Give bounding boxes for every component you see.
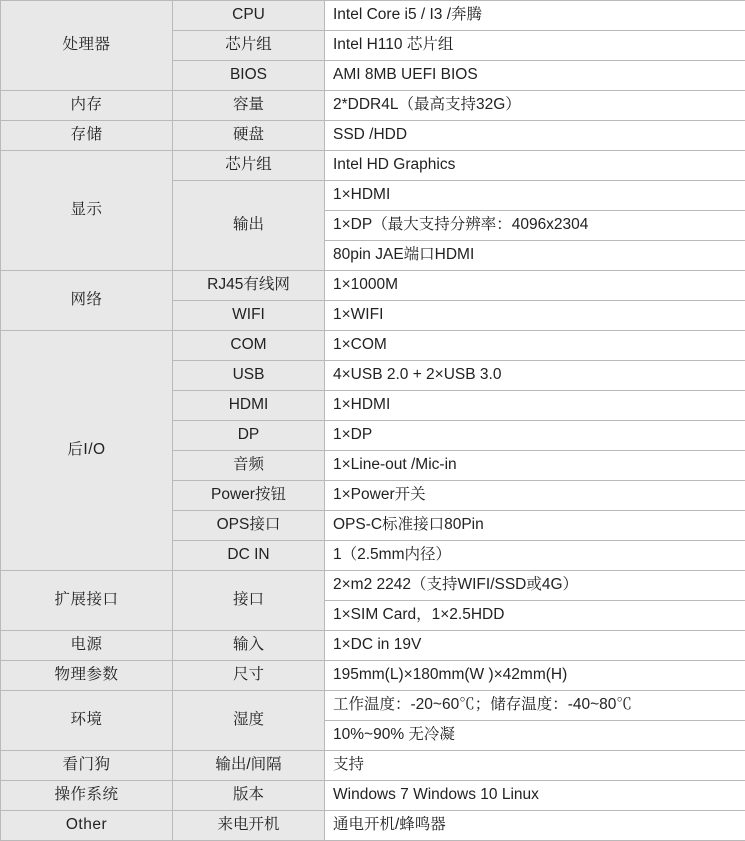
table-row [1, 781, 745, 811]
subcategory-cell: 湿度 [173, 691, 325, 751]
category-cell: 物理参数 [1, 661, 173, 691]
value-cell: 支持 [325, 751, 745, 781]
subcategory-cell: BIOS [173, 61, 325, 91]
category-cell: Other [1, 811, 173, 841]
value-cell: 1×DP [325, 421, 745, 451]
table-row [1, 271, 745, 301]
subcategory-cell: 输入 [173, 631, 325, 661]
value-cell: 1（2.5mm内径） [325, 541, 745, 571]
category-cell: 操作系统 [1, 781, 173, 811]
value-cell: 工作温度：-20~60℃；储存温度：-40~80℃ [325, 691, 745, 721]
subcategory-cell: DC IN [173, 541, 325, 571]
value-cell: 1×DC in 19V [325, 631, 745, 661]
value-cell: 1×Line-out /Mic-in [325, 451, 745, 481]
table-row [1, 751, 745, 781]
subcategory-cell: COM [173, 331, 325, 361]
subcategory-cell: 音频 [173, 451, 325, 481]
subcategory-cell: 版本 [173, 781, 325, 811]
value-cell: 1×SIM Card，1×2.5HDD [325, 601, 745, 631]
table-row [1, 331, 745, 361]
category-cell: 后I/O [1, 331, 173, 571]
table-row [1, 811, 745, 841]
category-cell: 存储 [1, 121, 173, 151]
table-row [1, 1, 745, 31]
value-cell: 1×HDMI [325, 391, 745, 421]
category-cell: 电源 [1, 631, 173, 661]
subcategory-cell: 输出/间隔 [173, 751, 325, 781]
table-row [1, 91, 745, 121]
specification-table-body [1, 1, 745, 841]
subcategory-cell: DP [173, 421, 325, 451]
value-cell: AMI 8MB UEFI BIOS [325, 61, 745, 91]
subcategory-cell: 芯片组 [173, 31, 325, 61]
category-cell: 看门狗 [1, 751, 173, 781]
subcategory-cell: 硬盘 [173, 121, 325, 151]
value-cell: OPS-C标准接口80Pin [325, 511, 745, 541]
value-cell: 1×COM [325, 331, 745, 361]
category-cell: 显示 [1, 151, 173, 271]
value-cell: Windows 7 Windows 10 Linux [325, 781, 745, 811]
subcategory-cell: OPS接口 [173, 511, 325, 541]
table-row [1, 691, 745, 721]
subcategory-cell: 接口 [173, 571, 325, 631]
value-cell: 1×DP（最大支持分辨率：4096x2304 [325, 211, 745, 241]
subcategory-cell: Power按钮 [173, 481, 325, 511]
subcategory-cell: 尺寸 [173, 661, 325, 691]
value-cell: 4×USB 2.0 + 2×USB 3.0 [325, 361, 745, 391]
table-row [1, 571, 745, 601]
value-cell: SSD /HDD [325, 121, 745, 151]
subcategory-cell: RJ45有线网 [173, 271, 325, 301]
category-cell: 处理器 [1, 1, 173, 91]
value-cell: Intel H110 芯片组 [325, 31, 745, 61]
table-row [1, 661, 745, 691]
value-cell: 2×m2 2242（支持WIFI/SSD或4G） [325, 571, 745, 601]
subcategory-cell: 输出 [173, 181, 325, 271]
category-cell: 扩展接口 [1, 571, 173, 631]
value-cell: 1×1000M [325, 271, 745, 301]
value-cell: 1×WIFI [325, 301, 745, 331]
value-cell: 1×Power开关 [325, 481, 745, 511]
category-cell: 内存 [1, 91, 173, 121]
value-cell: 10%~90% 无冷凝 [325, 721, 745, 751]
value-cell: Intel Core i5 / I3 /奔腾 [325, 1, 745, 31]
subcategory-cell: WIFI [173, 301, 325, 331]
table-row [1, 151, 745, 181]
value-cell: 1×HDMI [325, 181, 745, 211]
subcategory-cell: HDMI [173, 391, 325, 421]
table-row [1, 631, 745, 661]
category-cell: 网络 [1, 271, 173, 331]
subcategory-cell: 芯片组 [173, 151, 325, 181]
value-cell: 195mm(L)×180mm(W )×42mm(H) [325, 661, 745, 691]
value-cell: 通电开机/蜂鸣器 [325, 811, 745, 841]
subcategory-cell: CPU [173, 1, 325, 31]
subcategory-cell: USB [173, 361, 325, 391]
subcategory-cell: 容量 [173, 91, 325, 121]
value-cell: Intel HD Graphics [325, 151, 745, 181]
value-cell: 80pin JAE端口HDMI [325, 241, 745, 271]
category-cell: 环境 [1, 691, 173, 751]
value-cell: 2*DDR4L（最高支持32G） [325, 91, 745, 121]
table-row [1, 121, 745, 151]
subcategory-cell: 来电开机 [173, 811, 325, 841]
